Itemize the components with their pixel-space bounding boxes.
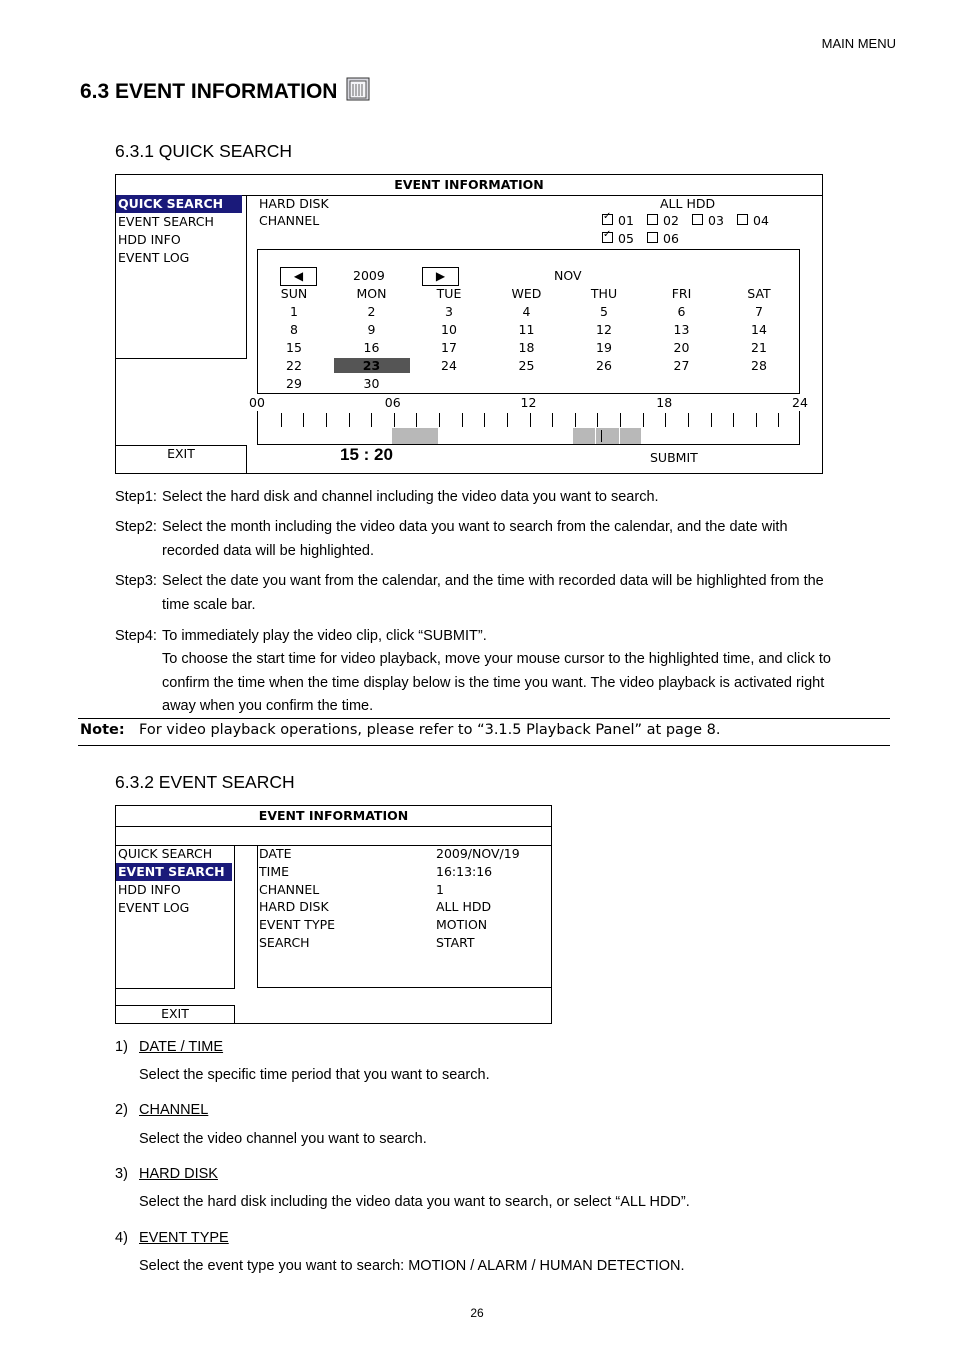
weekday-sat: SAT: [747, 286, 771, 301]
menu-list: [116, 195, 247, 359]
hour-tick: [643, 413, 644, 427]
submit-button[interactable]: SUBMIT: [650, 450, 698, 465]
calendar-month: NOV: [554, 268, 582, 283]
calendar-day[interactable]: 11: [518, 322, 535, 337]
hour-tick: [303, 413, 304, 427]
calendar-day[interactable]: 2: [367, 304, 376, 319]
calendar-grid: [269, 286, 789, 394]
hour-tick: [575, 413, 576, 427]
note-label: Note:: [80, 722, 125, 738]
hard-disk-label: HARD DISK: [259, 196, 329, 211]
step-3-text-cont: time scale bar.: [162, 597, 256, 613]
channel-03[interactable]: 03: [692, 213, 724, 228]
menu-item-quick-search[interactable]: QUICK SEARCH: [116, 195, 242, 213]
step-1-text: Select the hard disk and channel including the video data you want to search.: [162, 489, 659, 505]
weekday-thu: THU: [590, 286, 618, 301]
menu-item-hdd-info[interactable]: HDD INFO: [118, 882, 181, 897]
event-search-panel: [115, 805, 552, 1024]
calendar-day[interactable]: 20: [673, 340, 690, 355]
step-4-extra-2: confirm the time when the time display below is the time you want. The video playback is activated right: [162, 675, 825, 691]
field-value[interactable]: 16:13:16: [436, 863, 493, 879]
calendar-year: 2009: [353, 268, 385, 283]
menu-item-event-search[interactable]: EVENT SEARCH: [118, 214, 214, 229]
calendar-day[interactable]: 15: [286, 340, 302, 355]
prev-month-button[interactable]: [280, 267, 317, 286]
calendar-day[interactable]: 6: [677, 304, 686, 319]
calendar-day[interactable]: 17: [441, 340, 457, 355]
field-label: EVENT TYPE: [259, 917, 336, 933]
hour-label: 18: [656, 395, 673, 410]
menu-item-hdd-info[interactable]: HDD INFO: [118, 232, 181, 247]
hour-label: 12: [520, 395, 537, 410]
note-text: For video playback operations, please refer to “3.1.5 Playback Panel” at page 8.: [139, 722, 721, 738]
hour-tick: [439, 413, 440, 427]
hour-tick: [711, 413, 712, 427]
menu-item-event-log[interactable]: EVENT LOG: [118, 250, 190, 265]
weekday-wed: WED: [511, 286, 542, 301]
menu-item-quick-search[interactable]: QUICK SEARCH: [118, 846, 213, 861]
hour-tick: [484, 413, 485, 427]
calendar-day-selected[interactable]: 23: [334, 358, 410, 373]
calendar-day[interactable]: 24: [441, 358, 457, 373]
calendar-day[interactable]: 9: [367, 322, 376, 337]
page-number: 26: [470, 1306, 484, 1320]
item-4-number: 4): [115, 1230, 128, 1246]
step-2: Step2:: [115, 519, 157, 535]
hour-tick: [552, 413, 553, 427]
item-1-desc: Select the specific time period that you want to search.: [139, 1067, 490, 1083]
calendar-day[interactable]: 3: [445, 304, 453, 319]
hour-tick: [530, 413, 531, 427]
field-label: DATE: [259, 846, 292, 861]
checkbox-icon: [647, 214, 658, 225]
checkbox-icon: [647, 232, 658, 243]
exit-button[interactable]: EXIT: [116, 445, 247, 474]
next-month-button[interactable]: [422, 267, 459, 286]
running-header: MAIN MENU: [821, 36, 896, 51]
field-label: TIME: [259, 863, 290, 879]
item-4-desc: Select the event type you want to search: MOTION / ALARM / HUMAN DETECTION.: [139, 1258, 685, 1274]
field-value[interactable]: 2009/NOV/19: [436, 846, 520, 861]
hour-label: 24: [792, 395, 808, 410]
hour-tick: [665, 413, 666, 427]
event-search-heading: 6.3.2 EVENT SEARCH: [115, 772, 295, 792]
menu-item-event-search[interactable]: EVENT SEARCH: [116, 863, 232, 881]
calendar-day[interactable]: 14: [751, 322, 767, 337]
quick-search-panel: [115, 174, 823, 474]
hour-labels: [251, 395, 811, 411]
time-cursor[interactable]: [601, 430, 602, 442]
exit-button[interactable]: EXIT: [116, 1005, 235, 1024]
checkbox-icon: [692, 214, 703, 225]
hour-tick: [281, 413, 282, 427]
right-triangle-icon: ▶: [435, 269, 446, 283]
checkbox-icon: [602, 232, 613, 243]
calendar-day[interactable]: 26: [596, 358, 612, 373]
step-4-extra-3: away when you confirm the time.: [162, 698, 374, 714]
calendar-day[interactable]: 16: [363, 340, 380, 355]
hour-tick: [620, 413, 621, 427]
field-label: SEARCH: [259, 934, 310, 950]
item-3-number: 3): [115, 1166, 128, 1182]
step-4-text: To immediately play the video clip, click “SUBMIT”.: [162, 628, 487, 644]
calendar-day[interactable]: 13: [673, 322, 690, 337]
channel-06[interactable]: 06: [647, 231, 679, 246]
calendar-day[interactable]: 12: [596, 322, 612, 337]
time-display: 15 : 20: [340, 445, 393, 464]
calendar-day[interactable]: 29: [286, 376, 302, 391]
step-1: Step1:: [115, 489, 157, 505]
calendar: [257, 249, 800, 394]
panel-title: EVENT INFORMATION: [258, 808, 409, 823]
channel-01[interactable]: ✓ 01: [602, 213, 634, 228]
time-scale-bar[interactable]: [257, 411, 800, 445]
hour-tick: [507, 413, 508, 427]
calendar-day[interactable]: 4: [522, 304, 531, 319]
quick-search-heading: 6.3.1 QUICK SEARCH: [115, 141, 292, 161]
calendar-day[interactable]: 25: [518, 358, 535, 373]
channel-05[interactable]: ✓05: [602, 231, 634, 246]
search-fields: [257, 845, 552, 988]
step-3-text: Select the date you want from the calendar, and the time with recorded data will be highlighted from the: [162, 573, 824, 589]
step-3: Step3:: [115, 573, 157, 589]
channel-04[interactable]: 04: [737, 213, 769, 228]
hour-tick: [597, 413, 598, 427]
calendar-day[interactable]: 30: [363, 376, 380, 391]
hour-tick: [688, 413, 689, 427]
item-1-title: DATE / TIME: [139, 1039, 224, 1055]
step-4: Step4:: [115, 628, 157, 644]
calendar-day[interactable]: 10: [441, 322, 457, 337]
calendar-day[interactable]: 5: [600, 304, 608, 319]
item-3-desc: Select the hard disk including the video data you want to search, or select “ALL HDD”.: [139, 1194, 690, 1210]
item-2-desc: Select the video channel you want to search.: [139, 1131, 427, 1147]
field-label: CHANNEL: [259, 881, 320, 897]
hour-tick: [371, 413, 372, 427]
hour-tick: [349, 413, 350, 427]
item-3-title: HARD DISK: [139, 1166, 218, 1182]
calendar-day[interactable]: 1: [290, 304, 298, 319]
step-4-extra-1: To choose the start time for video playback, move your mouse cursor to the highlighted time, and click to: [162, 651, 831, 667]
menu-list: [116, 845, 235, 989]
field-value[interactable]: ALL HDD: [436, 899, 492, 915]
hour-tick: [733, 413, 734, 427]
section-title: 6.3 EVENT INFORMATION: [80, 80, 338, 103]
checkbox-icon: [602, 214, 613, 225]
hour-label: 06: [384, 395, 401, 410]
channel-label: CHANNEL: [259, 213, 320, 228]
step-2-text-cont: recorded data will be highlighted.: [162, 543, 374, 559]
calendar-day[interactable]: 22: [286, 358, 302, 373]
item-1-number: 1): [115, 1039, 128, 1055]
hour-tick: [416, 413, 417, 427]
calendar-day[interactable]: 27: [673, 358, 690, 373]
panel-title: EVENT INFORMATION: [394, 177, 544, 192]
hour-tick: [462, 413, 463, 427]
menu-item-event-log[interactable]: EVENT LOG: [118, 900, 190, 915]
calendar-day[interactable]: 8: [290, 322, 298, 337]
channel-02[interactable]: 02: [647, 213, 679, 228]
weekday-tue: TUE: [436, 286, 462, 301]
hour-tick: [778, 413, 779, 427]
step-2-text: Select the month including the video data you want to search from the calendar, and the date with: [162, 519, 788, 535]
event-information-icon: [346, 77, 370, 101]
hard-disk-value[interactable]: ALL HDD: [660, 196, 716, 211]
weekday-fri: FRI: [671, 286, 692, 301]
calendar-day[interactable]: 19: [596, 340, 612, 355]
calendar-day[interactable]: 7: [755, 304, 763, 319]
calendar-day[interactable]: 21: [751, 340, 767, 355]
field-value[interactable]: START: [436, 934, 475, 950]
item-2-number: 2): [115, 1102, 128, 1118]
recorded-segment[interactable]: [573, 428, 641, 444]
weekday-sun: SUN: [280, 286, 308, 301]
field-label: HARD DISK: [259, 899, 329, 915]
calendar-day[interactable]: 28: [751, 358, 767, 373]
hour-tick: [394, 413, 395, 427]
left-triangle-icon: ◀: [293, 269, 304, 283]
hour-tick: [756, 413, 757, 427]
item-2-title: CHANNEL: [139, 1102, 209, 1118]
recorded-segment[interactable]: [392, 428, 438, 444]
calendar-day[interactable]: 18: [518, 340, 535, 355]
checkbox-icon: [737, 214, 748, 225]
item-4-title: EVENT TYPE: [139, 1230, 229, 1246]
hour-label: 00: [249, 395, 265, 410]
field-value[interactable]: 1: [436, 881, 444, 897]
weekday-mon: MON: [356, 286, 387, 301]
field-value[interactable]: MOTION: [436, 917, 488, 933]
hour-tick: [326, 413, 327, 427]
